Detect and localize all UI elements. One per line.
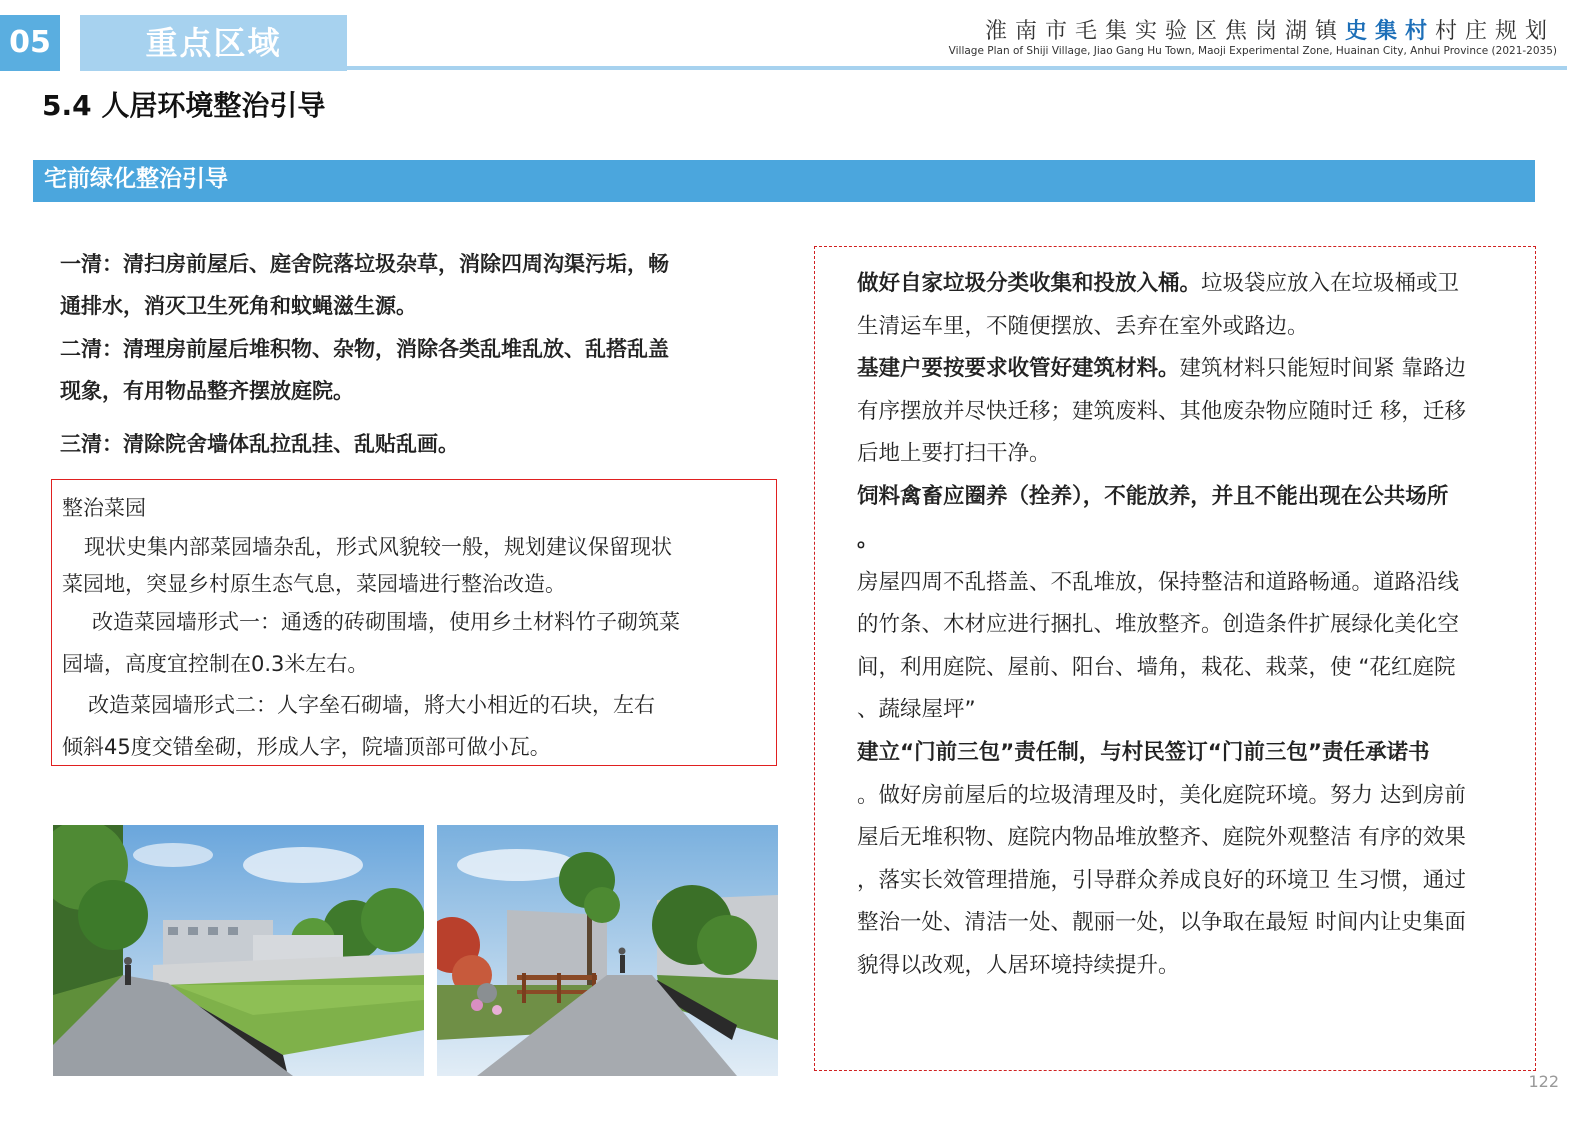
guideline-line: 有序摆放并尽快迁移；建筑废料、其他废杂物应随时迁 移，迁移 bbox=[857, 399, 1466, 424]
guideline-line: 的竹条、木材应进行捆扎、堆放整齐。创造条件扩展绿化美化空 bbox=[857, 612, 1460, 637]
page-number: 122 bbox=[1528, 1072, 1559, 1091]
plan-title-prefix: 淮南市毛集实验区焦岗湖镇 bbox=[984, 19, 1345, 44]
header-rule bbox=[80, 66, 1567, 70]
guideline-bold: 做好自家垃圾分类收集和投放入桶。 bbox=[857, 271, 1202, 296]
guideline-text: 建筑材料只能短时间紧 靠路边 bbox=[1179, 356, 1466, 381]
garden-line: 改造菜园墙形式一：通透的砖砌围墙，使用乡土材料竹子砌筑菜 bbox=[92, 610, 680, 634]
guideline-bold: 基建户要按要求收管好建筑材料。 bbox=[857, 356, 1180, 381]
plan-title-en: Village Plan of Shiji Village, Jiao Gang Hu Town, Maoji Experimental Zone, Huainan City, Anhui Province (2021-2035) bbox=[948, 45, 1557, 57]
page-title: 5.4 人居环境整治引导 bbox=[42, 89, 326, 122]
section-number: 05 bbox=[0, 15, 60, 71]
guideline-line: 貌得以改观，人居环境持续提升。 bbox=[857, 953, 1180, 978]
plan-title-village: 史集村 bbox=[1344, 18, 1435, 44]
guideline-bold: 建立“门前三包”责任制，与村民签订“门前三包”责任承诺书 bbox=[857, 740, 1430, 765]
guideline-line bbox=[857, 351, 1466, 382]
garden-line: 现状史集内部菜园墙杂乱，形式风貌较一般，规划建议保留现状 bbox=[84, 535, 672, 559]
guideline-line: 、蔬绿屋坪” bbox=[857, 697, 976, 722]
plan-title-cn bbox=[985, 14, 1555, 45]
guideline-line: 屋后无堆积物、庭院内物品堆放整齐、庭院外观整洁 有序的效果 bbox=[857, 825, 1466, 850]
guideline-line: 。做好房前屋后的垃圾清理及时，美化庭院环境。努力 达到房前 bbox=[857, 783, 1466, 808]
guideline-line bbox=[857, 266, 1459, 297]
garden-line: 倾斜45度交错垒砌，形成人字，院墙顶部可做小瓦。 bbox=[62, 735, 551, 759]
cleanup-line: 通排水，消灭卫生死角和蚊蝇滋生源。 bbox=[60, 294, 417, 318]
guideline-line: 间，利用庭院、屋前、阳台、墙角，栽花、栽菜，使 “花红庭院 bbox=[857, 655, 1456, 680]
section-title: 重点区域 bbox=[80, 15, 347, 71]
cleanup-line: 一清：清扫房前屋后、庭舍院落垃圾杂草，消除四周沟渠污垢，畅 bbox=[60, 252, 669, 276]
plan-title-suffix: 村庄规划 bbox=[1434, 19, 1555, 44]
guideline-line bbox=[857, 522, 879, 553]
guideline-line: 生清运车里，不随便摆放、丢弃在室外或路边。 bbox=[857, 314, 1309, 339]
garden-render-photo-1 bbox=[53, 825, 424, 1076]
guideline-line: ，落实长效管理措施，引导群众养成良好的环境卫 生习惯，通过 bbox=[857, 868, 1466, 893]
cleanup-line: 二清：清理房前屋后堆积物、杂物，消除各类乱堆乱放、乱搭乱盖 bbox=[60, 337, 669, 361]
section-bar-title: 宅前绿化整治引导 bbox=[44, 166, 228, 192]
guideline-line bbox=[857, 735, 1430, 766]
guideline-line: 后地上要打扫干净。 bbox=[857, 441, 1051, 466]
guideline-bold: 饲料禽畜应圈养（拴养），不能放养，并且不能出现在公共场所 bbox=[857, 484, 1449, 509]
section-bar bbox=[33, 160, 1535, 202]
garden-render-photo-2 bbox=[437, 825, 778, 1076]
cleanup-line: 三清：清除院舍墙体乱拉乱挂、乱贴乱画。 bbox=[60, 432, 459, 456]
guideline-line bbox=[857, 479, 1448, 510]
garden-title: 整治菜园 bbox=[62, 496, 146, 520]
guideline-text: 垃圾袋应放入在垃圾桶或卫 bbox=[1201, 271, 1460, 296]
garden-line: 菜园地，突显乡村原生态气息，菜园墙进行整治改造。 bbox=[62, 572, 566, 596]
guideline-line: 整治一处、清洁一处、靓丽一处，以争取在最短 时间内让史集面 bbox=[857, 910, 1466, 935]
cleanup-line: 现象，有用物品整齐摆放庭院。 bbox=[60, 379, 354, 403]
guideline-bold: 。 bbox=[857, 527, 879, 552]
garden-line: 园墙，高度宜控制在0.3米左右。 bbox=[62, 652, 369, 676]
guideline-line: 房屋四周不乱搭盖、不乱堆放，保持整洁和道路畅通。道路沿线 bbox=[857, 570, 1460, 595]
garden-line: 改造菜园墙形式二：人字垒石砌墙，將大小相近的石块，左右 bbox=[88, 693, 655, 717]
